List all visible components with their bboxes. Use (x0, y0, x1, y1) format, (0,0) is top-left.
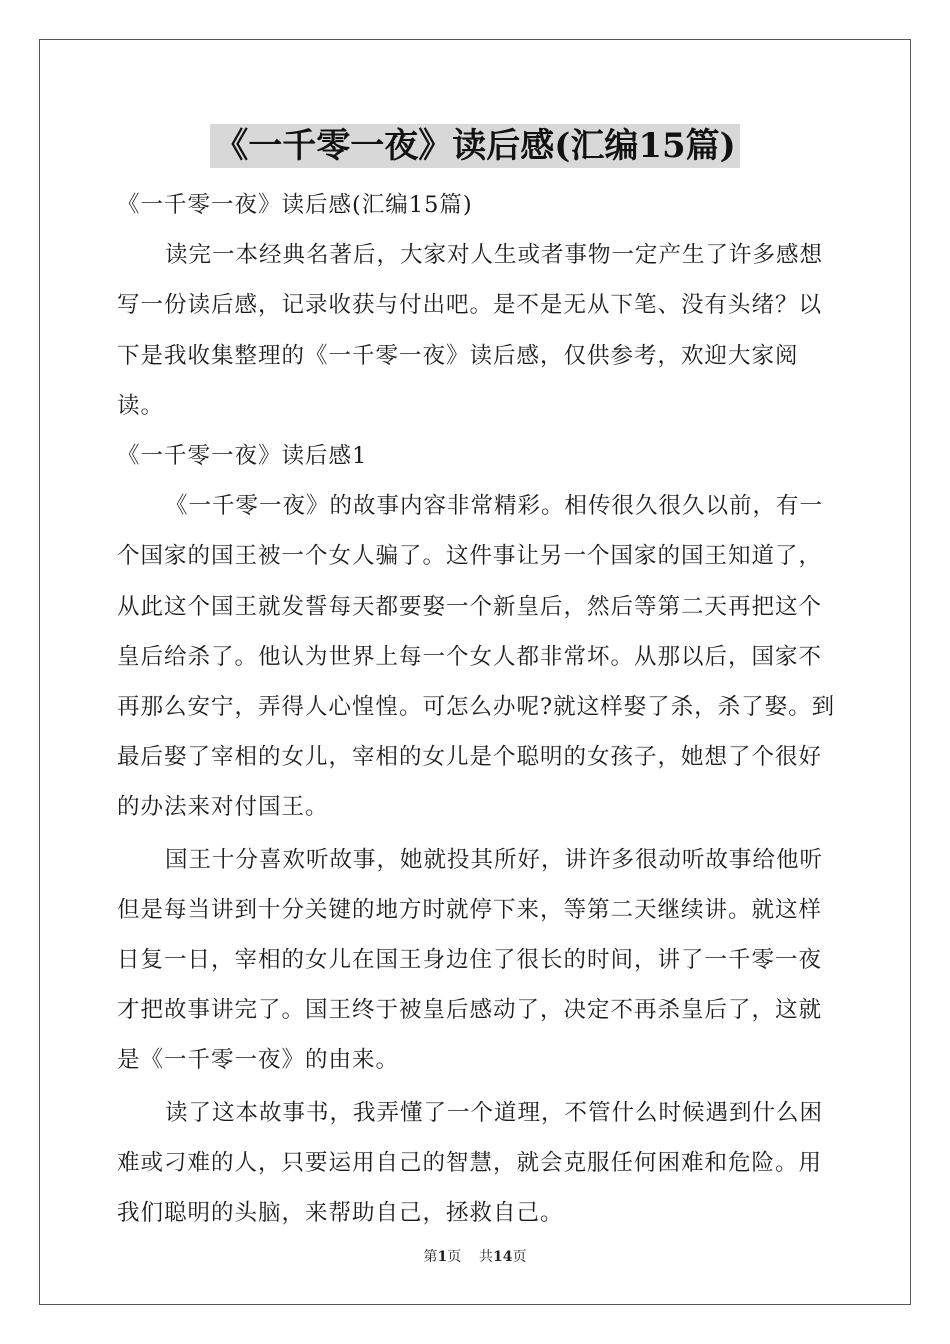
page-footer (0, 1246, 950, 1266)
footer-page-prefix: 第 (423, 1249, 438, 1265)
footer-total-pages: 14 (493, 1249, 513, 1265)
footer-page-suffix: 页 (447, 1249, 462, 1265)
footer-total-suffix: 页 (512, 1249, 527, 1265)
document-body (117, 180, 837, 1238)
paragraph-subtitle: 《一千零一夜》读后感(汇编15篇) (117, 192, 473, 218)
paragraph-reflection: 读了这本故事书，我弄懂了一个道理，不管什么时候遇到什么困难或刁难的人，只要运用自己的智慧，就会克服任何困难和危险。用我们聪明的头脑，来帮助自己，拯救自己。 (117, 1099, 824, 1227)
footer-page-number: 1 (437, 1249, 448, 1265)
title-container (0, 124, 950, 168)
paragraph-story-2: 国王十分喜欢听故事，她就投其所好，讲许多很动听故事给他听但是每当讲到十分关键的地方时就停下来，等第二天继续讲。就这样日复一日，宰相的女儿在国王身边住了很长的时间，讲了一千零一夜才把故事讲完了。国王终于被皇后感动了，决定不再杀皇后了，这就是《一千零一夜》的由来。 (117, 846, 824, 1074)
paragraph-story-1: 《一千零一夜》的故事内容非常精彩。相传很久很久以前，有一个国家的国王被一个女人骗了。这件事让另一个国家的国王知道了，从此这个国王就发誓每天都要娶一个新皇后，然后等第二天再把这个皇后给杀了。他认为世界上每一个女人都非常坏。从那以后，国家不再那么安宁，弄得人心惶惶。可怎么办呢?就这样娶了杀，杀了娶。到最后娶了宰相的女儿，宰相的女儿是个聪明的女孩子，她想了个很好的办法来对付国王。 (117, 493, 836, 821)
document-title: 《一千零一夜》读后感(汇编15篇) (210, 124, 740, 168)
paragraph-intro: 读完一本经典名著后，大家对人生或者事物一定产生了许多感想写一份读后感，记录收获与付出吧。是不是无从下笔、没有头绪？以下是我收集整理的《一千零一夜》读后感，仅供参考，欢迎大家阅读。 (117, 242, 824, 419)
section-heading-1: 《一千零一夜》读后感1 (117, 443, 368, 470)
footer-total-prefix: 共 (479, 1249, 494, 1265)
